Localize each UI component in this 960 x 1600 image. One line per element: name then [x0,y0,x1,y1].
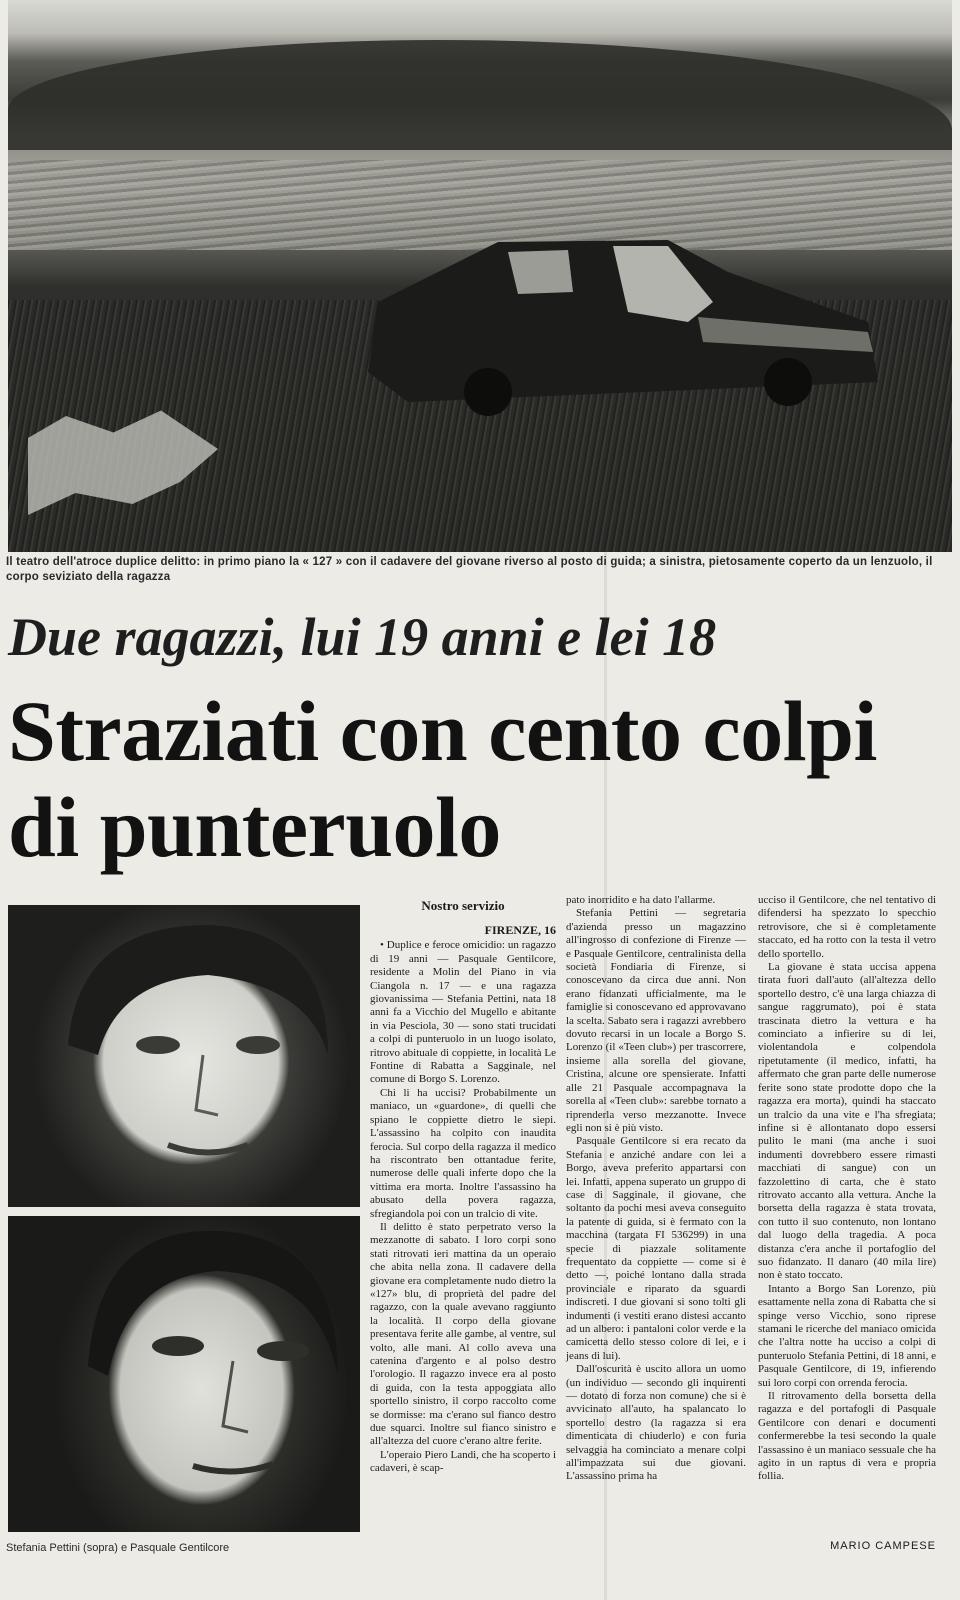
paragraph: L'operaio Piero Landi, che ha scoperto i cadaveri, è scap- [370,1448,556,1475]
paragraph: ucciso il Gentilcore, che nel tentativo di difendersi ha spezzato lo specchio retrovisore, che si è completamente staccato, ed ha rotto con la testa il vetro dello sportello. [758,894,936,960]
article-column-2 [566,894,746,1484]
photo-caption: Il teatro dell'atroce duplice delitto: in primo piano la « 127 » con il cadavere del giovane riverso al posto di guida; a sinistra, pietosamente coperto da un lenzuolo, il corpo seviziato della ragazza [6,556,933,583]
hillside-silhouette [8,40,952,150]
paragraph: Intanto a Borgo San Lorenzo, più esattamente nella zona di Rabatta che si spinge verso Vicchio, sono riprese stamani le ricerche del maniaco omicida che l'altra notte ha ucciso a colpi di punteruolo Stefania Pettini, di 18 anni, e Pasquale Gentilcore, di 19, infierendo sui loro corpi con orrenda ferocia. [758,1282,936,1389]
portrait-pasquale-gentilcore [8,1216,360,1532]
paragraph: pato inorridito e ha dato l'allarme. [566,894,716,906]
portraits-caption: Stefania Pettini (sopra) e Pasquale Gentilcore [6,1542,230,1554]
car-127-silhouette [368,232,888,422]
paragraph: Stefania Pettini — segretaria d'azienda presso un magazzino all'ingrosso di confezione di Firenze — e Pasquale Gentilcore, centralinista della società Fondiaria di Firenze, si conoscevano da circa due anni. Non erano fidanzati ufficialmente, ma le famiglie si conoscevano ed approvavano la scelta. Sabato sera i ragazzi avrebbero dovuto recarsi in un locale a Borgo S. Lorenzo (il «Teen club») per trascorrere, insieme alla sorella del giovane, Cristina, alcune ore spensierate. Infatti alle 21 Pasquale accompagnava la sorella al «Teen club»: sarebbe tornato a riprenderla verso mezzanotte. Invece egli non si è più visto. [566,907,746,1134]
dateline: FIRENZE, 16 [484,923,556,937]
article-column-3 [758,894,936,1484]
kicker-headline: Due ragazzi, lui 19 anni e lei 18 [8,607,717,667]
paragraph: Chi li ha uccisi? Probabilmente un maniaco, un «guardone», di quelli che spiano le coppiette dietro le siepi. L'assassino ha colpito con inaudita ferocia. Sul corpo della ragazza il medico ha riscontrato ben ottantadue ferite, numerose delle quali inferte dopo che la vittima era morta. Inoltre l'assassino ha abusato della povera ragazza, sfregiandola poi con un tralcio di vite. [370,1086,556,1220]
paragraph: Pasquale Gentilcore si era recato da Stefania e anziché andare con lei a Borgo, aveva preferito appartarsi con lei. Infatti, appena superato un gruppo di case di Sagginale, il giovane, che soltanto da pochi mesi aveva conseguito la patente di guida, si è fermato con la macchina (targata FI 536299) in una specie di piazzale solitamente frequentato da coppiette — come si è detto —, poiché lontano dalla strada provinciale e riparato da sguardi indiscreti. I due giovani si sono tolti gli indumenti (i vestiti erano distesi accanto ad un albero: i pantaloni color verde e la camicetta dello stesso colore di lei, e i jeans di lui). [566,1135,746,1362]
byline: MARIO CAMPESE [830,1540,936,1552]
main-headline: Straziati con cento colpi di punteruolo [8,683,877,875]
crime-scene-photo [8,0,952,552]
portrait-face-1 [8,905,360,1207]
paragraph: La giovane è stata uccisa appena tirata fuori dall'auto (all'altezza dello sportello destro, c'è una larga chiazza di sangue raggrumato), poi è stata trascinata dietro la vettura e ha cominciato a infierire su di lei, violentandola e colpendola ripetutamente (il medico, infatti, ha affermato che gran parte delle numerose ferite sono state prodotte dopo che la ragazza era morta), quindi ha staccato un tralcio da una vite e l'ha sfregiata; infine si è allontanato dopo essersi pulito le mani (ma anche i suoi indumenti dovrebbero essere rimasti macchiati di sangue) con un fazzolettino di carta, che è stato ritrovato accanto alla vettura. Anche la borsetta della ragazza è stata trovata, con tutto il suo contenuto, non lontano dal luogo della tragedia. A poca distanza c'era anche il portafoglio del suo fidanzato. Il danaro (40 mila lire) non è stato toccato. [758,961,936,1282]
paragraph: • Duplice e feroce omicidio: un ragazzo di 19 anni — Pasquale Gentilcore, residente a Molin del Piano in via Ciangola n. 17 — e una ragazza giovanissima — Stefania Pettini, nata 18 anni fa a Vicchio del Mugello e abitante in via Pesciola, 30 — sono stati trucidati a colpi di punteruolo in un luogo isolato, ritrovo abituale di coppiette, in località Le Fontine di Rabatta a Sagginale, nel comune di Borgo S. Lorenzo. [370,939,556,1086]
nostro-servizio-label: Nostro servizio [421,898,505,913]
paragraph: Il delitto è stato perpetrato verso la mezzanotte di sabato. I loro corpi sono stati ritrovati ieri mattina da un operaio che abita nella zona. Il cadavere della giovane era completamente nudo dietro la «127» blu, di proprietà del padre del ragazzo, con la quale avevano raggiunto la località. Il corpo della giovane presentava ferite alle gambe, al ventre, sul volto, alle mani. Al collo aveva una catenina d'argento e al polso destro l'orologio. Il ragazzo invece era al posto di guida, con la testa appoggiata allo sportello sinistro, il corpo raccolto come se dormisse: ma c'erano sul fianco destro due squarci. Inoltre sul fianco sinistro e all'altezza del cuore c'erano altre ferite. [370,1220,556,1448]
portrait-face-2 [8,1216,360,1532]
paragraph: Il ritrovamento della borsetta della ragazza e del portafogli di Pasquale Gentilcore con denari e documenti confermerebbe la tesi secondo la quale l'assassino è un maniaco sessuale che ha agito in un raptus di vera e propria follia. [758,1390,936,1483]
portrait-stefania-pettini [8,905,360,1207]
article-column-1 [370,924,556,1476]
paragraph: Dall'oscurità è uscito allora un uomo (un individuo — secondo gli inquirenti — dotato di forza non comune) che si è avvicinato all'auto, ha spalancato lo sportello destro (la ragazza si era dimenticata di chiuderlo) e con furia selvaggia ha cominciato a menare colpi all'impazzata sui due giovani. L'assassino prima ha [566,1363,746,1483]
